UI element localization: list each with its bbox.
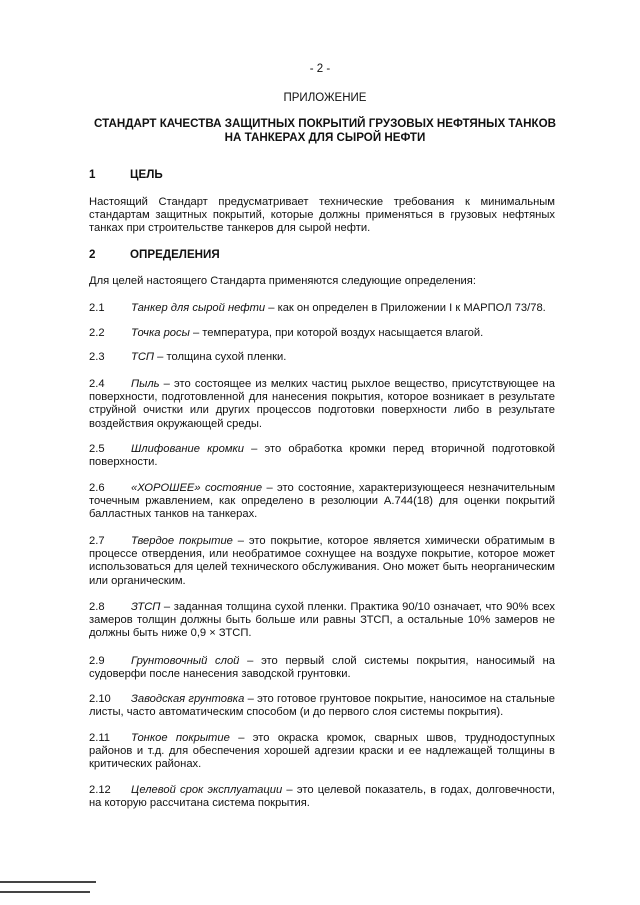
scan-artifact-line <box>0 891 90 893</box>
definition-item <box>89 655 555 681</box>
definition-item <box>89 443 555 469</box>
definition-number: 2.8 <box>89 601 105 613</box>
definition-term: Точка росы <box>131 327 190 339</box>
definitions-intro: Для целей настоящего Стандарта применяются следующие определения: <box>89 275 476 287</box>
scan-artifact-line <box>0 881 96 883</box>
definition-number: 2.9 <box>89 655 105 667</box>
definition-text: – температура, при которой воздух насыщается влагой. <box>189 327 484 339</box>
definition-item <box>89 482 555 522</box>
section-number: 2 <box>89 248 96 261</box>
definition-number: 2.4 <box>89 378 105 390</box>
definition-number: 2.2 <box>89 327 105 339</box>
definition-text: – как он определен в Приложении I к МАРПОЛ 73/78. <box>265 302 546 314</box>
title-line-1: СТАНДАРТ КАЧЕСТВА ЗАЩИТНЫХ ПОКРЫТИЙ ГРУЗОВЫХ НЕФТЯНЫХ ТАНКОВ <box>94 117 556 130</box>
definition-term: Танкер для сырой нефти <box>131 302 266 314</box>
definition-item <box>89 693 555 719</box>
definition-number: 2.3 <box>89 351 105 363</box>
definition-text: – толщина сухой пленки. <box>154 351 287 363</box>
section-title: ЦЕЛЬ <box>130 168 163 181</box>
definition-term: Твердое покрытие <box>131 535 233 547</box>
definition-item <box>89 302 555 315</box>
definition-term: Заводская грунтовка <box>131 693 245 705</box>
definition-number: 2.12 <box>89 784 111 796</box>
definition-number: 2.5 <box>89 443 105 455</box>
definition-item <box>89 784 555 810</box>
definition-text: – это состоящее из мелких частиц рыхлое вещество, присутствующее на поверхности, подготовленной для нанесения покрытия, которое возникает в результате струйной очистки или других процессов подготовки поверхности либо в результате воздействия окружающей среды. <box>89 378 555 430</box>
definition-text: – это покрытие, которое является химически обратимым в процессе отвердения, или необратимое сохнущее на воздухе покрытие, которое может использоваться для целей технического обслуживания. Оно может быть неорганическим или органическим. <box>89 535 555 587</box>
definition-term: Тонкое покрытие <box>131 732 230 744</box>
section-heading-definitions <box>89 248 220 261</box>
page-number: - 2 - <box>309 63 331 75</box>
definition-term: ЗТСП <box>131 601 161 613</box>
purpose-paragraph: Настоящий Стандарт предусматривает технические требования к минимальным стандартам защитных покрытий, которые должны применяться в грузовых нефтяных танках при строительстве танкеров для сырой нефти. <box>89 196 555 235</box>
definition-item <box>89 351 555 364</box>
definition-text: – это окраска кромок, сварных швов, труднодоступных районов и т.д. для обеспечения хорошей адгезии краски и ее надлежащей толщины в критических районах. <box>89 732 555 771</box>
document-title <box>60 117 590 145</box>
definition-text: – это состояние, характеризующееся незначительным точечным ржавлением, как определено в резолюции А.744(18) для оценки покрытий балластных танков на танкерах. <box>89 482 556 521</box>
definition-number: 2.10 <box>89 693 111 705</box>
definition-item <box>89 601 555 641</box>
definition-text: – заданная толщина сухой пленки. Практика 90/10 означает, что 90% всех замеров толщин должны быть больше или равны ЗТСП, а остальные 10% замеров не должны быть ниже 0,9 × ЗТСП. <box>89 601 555 640</box>
definition-term: Шлифование кромки <box>131 443 244 455</box>
title-line-2: НА ТАНКЕРАХ ДЛЯ СЫРОЙ НЕФТИ <box>224 131 426 144</box>
section-number: 1 <box>89 168 96 181</box>
appendix-label: ПРИЛОЖЕНИЕ <box>283 92 367 104</box>
definition-number: 2.7 <box>89 535 105 547</box>
definition-text: – это обработка кромки перед вторичной подготовкой поверхности. <box>89 443 555 469</box>
definition-text: – это первый слой системы покрытия, наносимый на судоверфи после нанесения заводской грунтовки. <box>89 655 555 681</box>
definition-text: – это целевой показатель, в годах, долговечности, на которую рассчитана система покрытия. <box>89 784 555 810</box>
definition-term: Пыль <box>131 378 160 390</box>
section-title: ОПРЕДЕЛЕНИЯ <box>130 248 220 261</box>
section-heading-purpose <box>89 168 163 181</box>
definition-number: 2.1 <box>89 302 105 314</box>
definition-item <box>89 732 555 772</box>
definition-item <box>89 378 555 431</box>
definition-text: – это готовое грунтовое покрытие, наносимое на стальные листы, часто автоматическим способом (и до первого слоя системы покрытия). <box>89 693 555 719</box>
definition-number: 2.11 <box>89 732 110 744</box>
definition-term: Грунтовочный слой <box>131 655 240 667</box>
definition-item <box>89 327 555 340</box>
definition-item <box>89 535 555 588</box>
definition-number: 2.6 <box>89 482 105 494</box>
definition-term: ТСП <box>131 351 155 363</box>
definition-term: Целевой срок эксплуатации <box>131 784 283 796</box>
definition-term: «ХОРОШЕЕ» состояние <box>131 482 263 494</box>
